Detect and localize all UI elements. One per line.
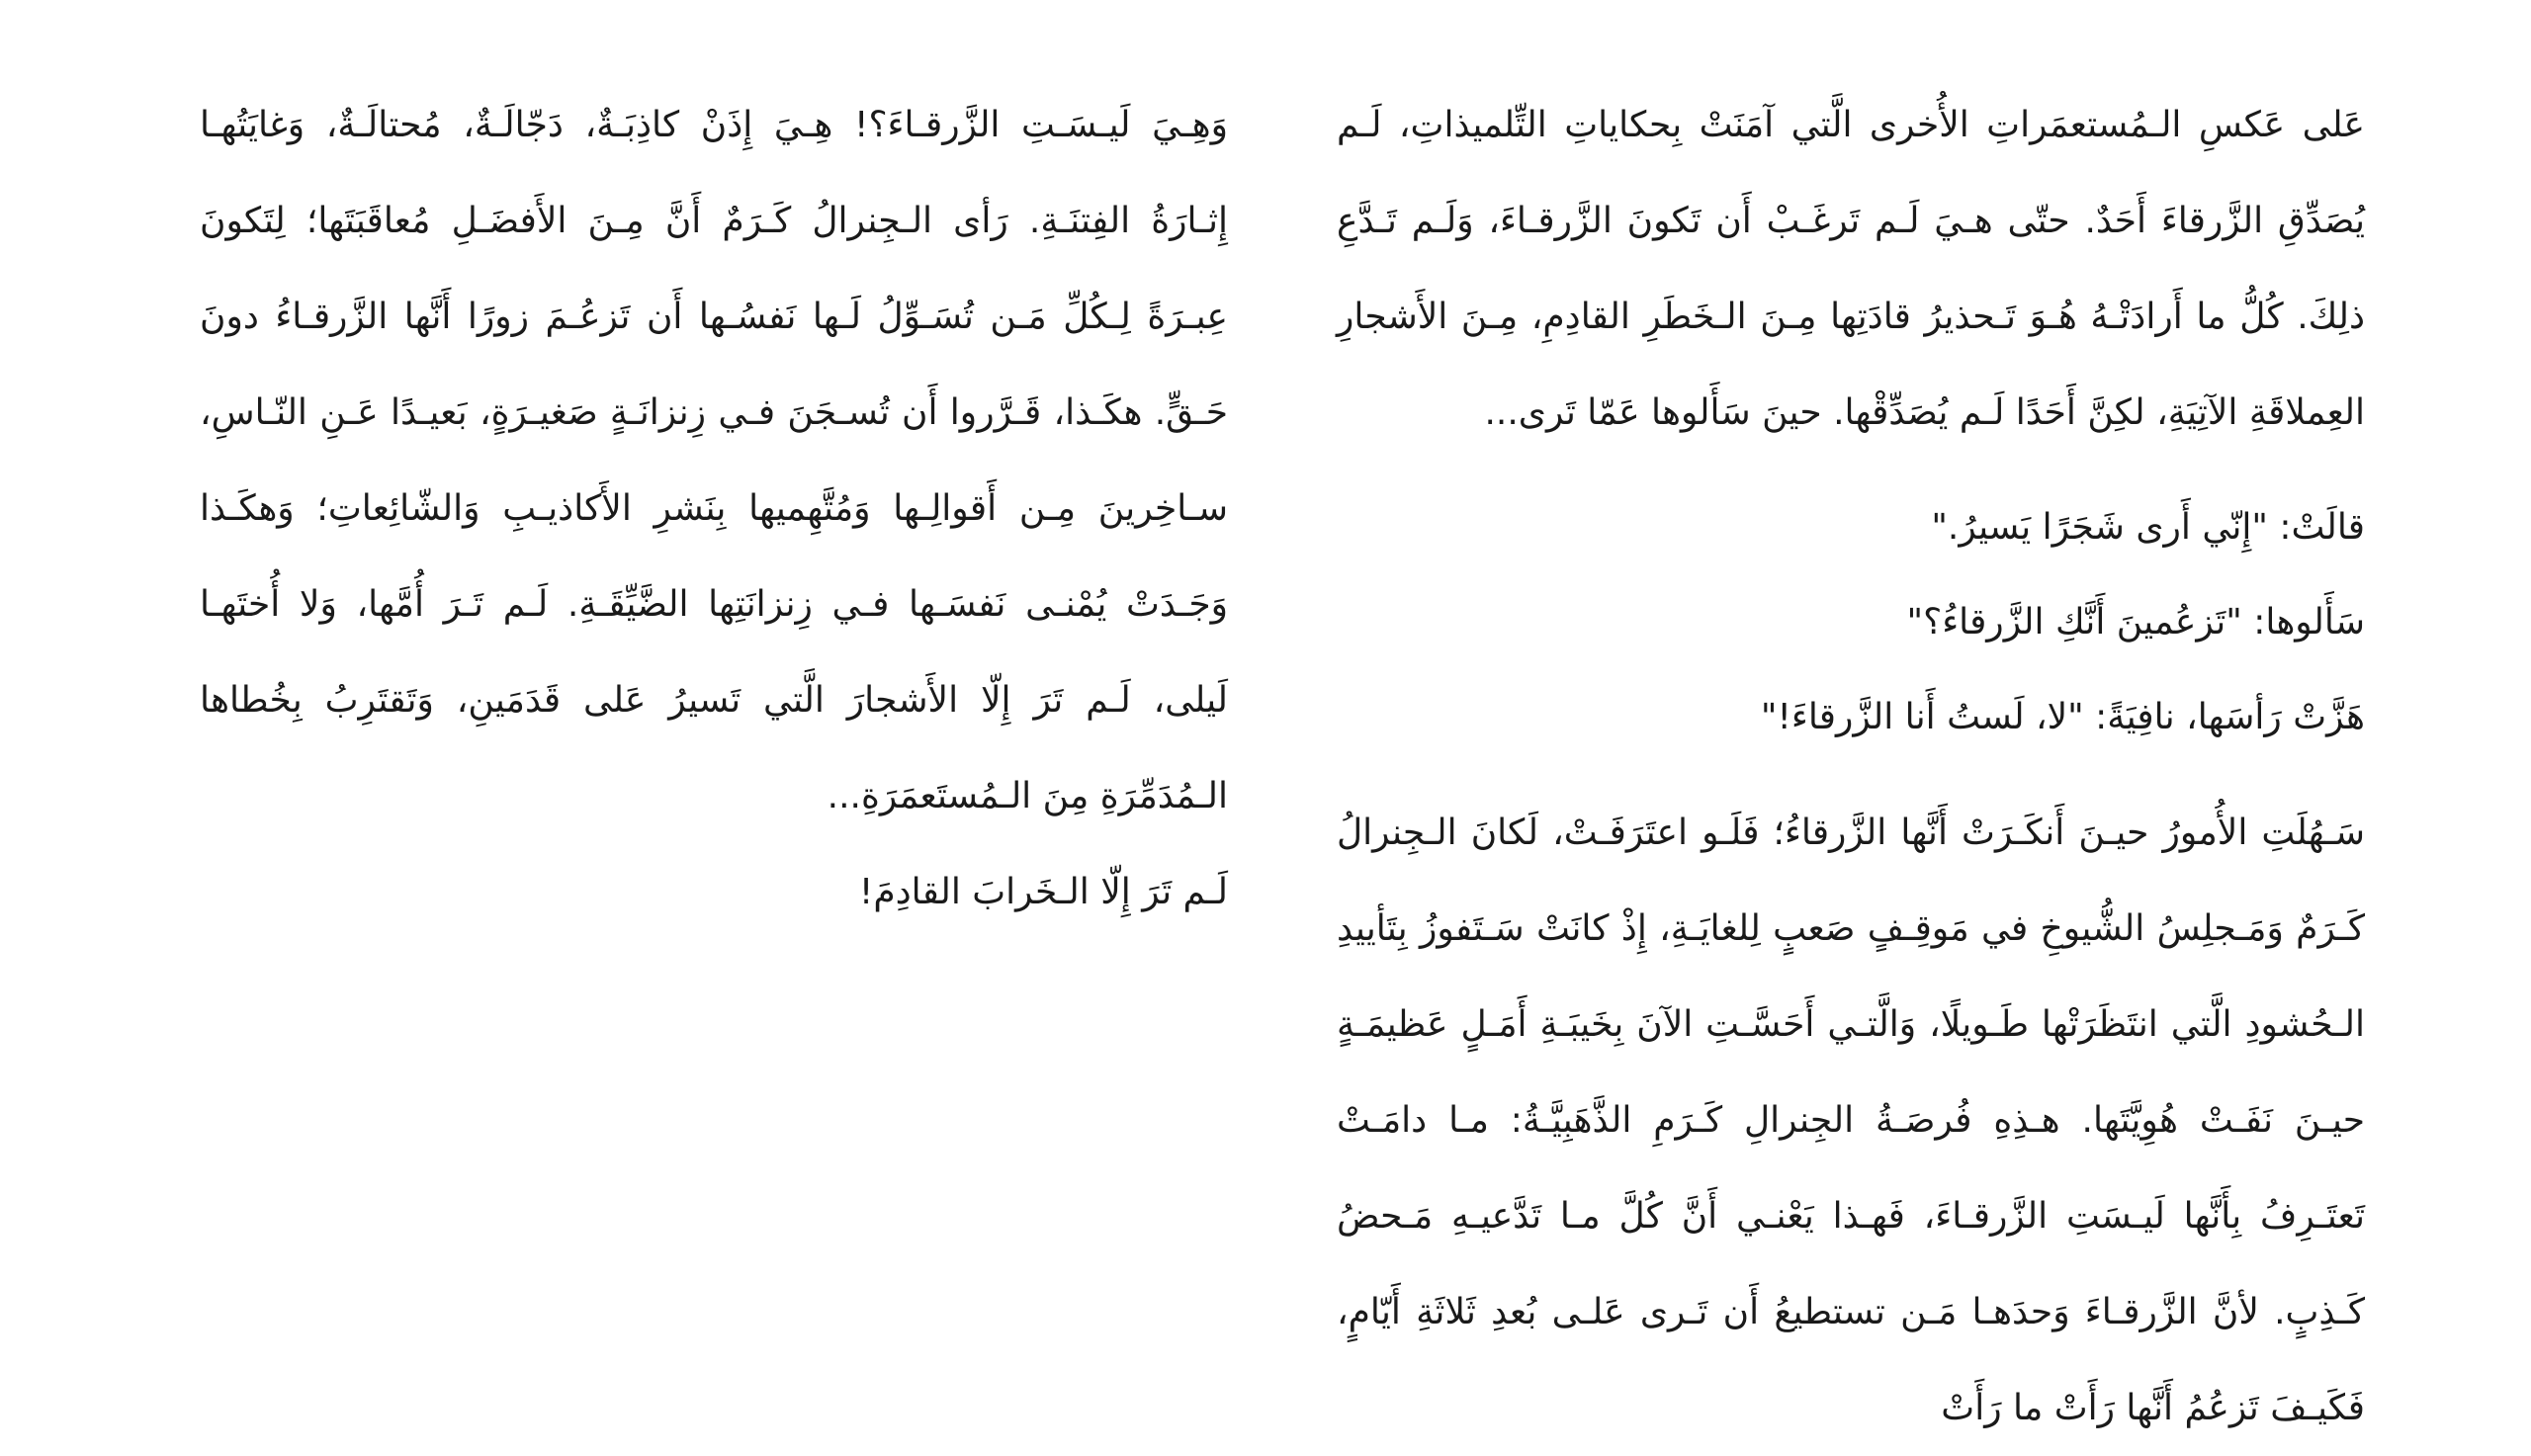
paragraph-punishment: وَهِـيَ لَيـسَـتِ الزَّرقـاءَ؟! هِـيَ إِذَنْ كاذِبَـةٌ، دَجّالَـةٌ، مُحتالَـةٌ، وَغايَتُهـا إِثـارَةُ الفِتنَـةِ. رَأى الـجِنرالُ كَـرَمٌ أَنَّ مِـنَ الأَفضَـلِ مُعاقَبَتَها؛ لِتَكونَ عِبـرَةً لِـكُلِّ مَـن تُسَـوِّلُ لَـها نَفسُـها أَن تَزعُـمَ زورًا أَنَّها الزَّرقـاءُ دونَ حَـقٍّ. هكَـذا، قَـرَّروا أَن تُسـجَنَ فـي زِنزانَـةٍ صَغيـرَةٍ، بَعيـدًا عَـنِ النّـاسِ، سـاخِرينَ مِـن أَقوالِـها وَمُتَّهِميها بِنَشرِ الأَكاذيـبِ وَالشّائِعاتِ؛ وَهكَـذا وَجَـدَتْ يُمْنـى نَفسَـها فـي زِنزانَتِها الضَّيِّقَـةِ. لَـم تَـرَ أُمَّها، وَلا أُختَهـا لَيلى، لَـم تَرَ إِلّا الأَشجارَ الَّتي تَسيرُ عَلى قَدَمَينِ، وَتَقتَرِبُ بِخُطاها الـمُدَمِّرَةِ مِنَ الـمُستَعمَرَةِ... xyxy=(200,105,1228,816)
text-column-left xyxy=(200,77,1228,940)
dialogue-line-they-asked: سَأَلوها: "تَزعُمينَ أَنَّكِ الزَّرقاءُ؟" xyxy=(1906,602,2365,642)
paragraph-spacer xyxy=(1337,461,2365,480)
dialogue-block xyxy=(1337,480,2365,765)
dialogue-line-she-denied: هَزَّتْ رَأسَها، نافِيَةً: "لا، لَستُ أَنا الزَّرقاءَ!" xyxy=(1760,697,2365,737)
paragraph-closing-line: لَـم تَرَ إِلّا الـخَرابَ القادِمَ! xyxy=(858,872,1228,912)
paragraph-denial-consequences: سَـهُلَتِ الأُمورُ حيـنَ أَنكَـرَتْ أَنَّها الزَّرقاءُ؛ فَلَـو اعتَرَفَـتْ، لَكانَ الـجِنرالُ كَـرَمٌ وَمَـجلِسُ الشُّيوخِ في مَوقِـفٍ صَعبٍ لِلغايَـةِ، إِذْ كانَتْ سَـتَفوزُ بِتَأييدِ الـحُشودِ الَّتي انتَظَرَتْها طَـويلًا، وَالَّتـي أَحَسَّـتِ الآنَ بِخَيبَـةِ أَمَـلٍ عَظيمَـةٍ حيـنَ نَفَـتْ هُوِيَّتَها. هـذِهِ فُرصَـةُ الجِنرالِ كَـرَمِ الذَّهَبِيَّـةُ: مـا دامَـتْ تَعتَـرِفُ بِأَنَّها لَيـسَتِ الزَّرقـاءَ، فَهـذا يَعْنـي أَنَّ كُلَّ مـا تَدَّعيـهِ مَـحضُ كَـذِبٍ. لأنَّ الزَّرقـاءَ وَحدَهـا مَـن تستطيعُ أَن تَـرى عَلـى بُعدِ ثَلاثَةِ أَيّامٍ، فَكَيـفَ تَزعُمُ أَنَّها رَأَتْ ما رَأَتْ xyxy=(1337,813,2365,1428)
text-column-right xyxy=(1337,77,2365,1456)
paragraph-spacer xyxy=(1337,765,2365,785)
dialogue-line-she-said: قالَتْ: "إِنّي أَرى شَجَرًا يَسيرُ." xyxy=(1931,507,2365,548)
paragraph-opening: عَلى عَكسِ الـمُستعمَراتِ الأُخرى الَّتي آمَنَتْ بِحكاياتِ التِّلميذاتِ، لَـم يُصَدِّقِ الزَّرقاءَ أَحَدٌ. حتّى هـيَ لَـم تَرغَـبْ أَن تَكونَ الزَّرقـاءَ، وَلَـم تَـدَّعِ ذلِكَ. كُلُّ ما أَرادَتْـهُ هُـوَ تَـحذيرُ قادَتِها مِـنَ الـخَطَرِ القادِمِ، مِـنَ الأَشجارِ العِملاقَةِ الآتِيَةِ، لكِنَّ أَحَدًا لَـم يُصَدِّقْها. حينَ سَأَلوها عَمّا تَرى... xyxy=(1337,105,2365,433)
